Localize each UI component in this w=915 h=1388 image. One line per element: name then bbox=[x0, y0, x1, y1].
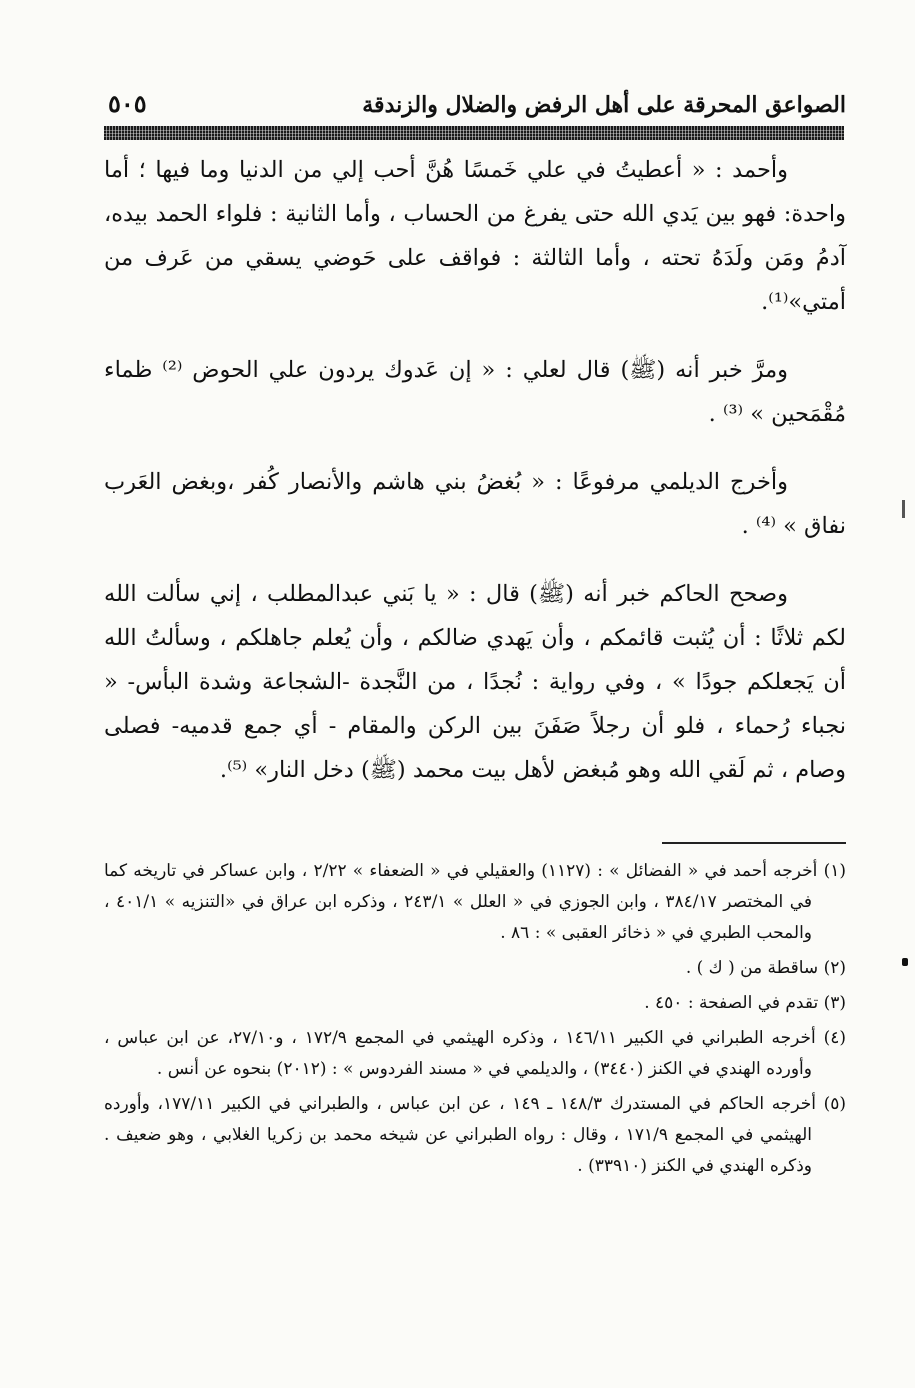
running-header bbox=[108, 78, 846, 118]
paragraph: وأحمد : « أعطيتُ في علي خَمسًا هُنَّ أحب إلي من الدنيا وما فيها ؛ أما واحدة: فهو بين يَدي الله حتى يفرغ من الحساب ، وأما الثانية : فلواء الحمد بيده، آدمُ ومَن ولَدَهُ تحته ، وأما الثالثة : فواقف على حَوضي يسقي من عَرف من أمتي»⁽¹⁾. bbox=[104, 157, 846, 315]
footnote-separator bbox=[662, 842, 846, 844]
scan-mark bbox=[902, 500, 905, 518]
footnote: (١) أخرجه أحمد في « الفضائل » : (١١٢٧) والعقيلي في « الضعفاء » ٢/٢٢ ، وابن عساكر في تاريخه كما في المختصر ٣٨٤/١٧ ، وابن الجوزي في « العلل » ٢٤٣/١ ، وذكره ابن عراق في «التنزيه » ٤٠١/١ ، والمحب الطبري في « ذخائر العقبى » : ٨٦ . bbox=[104, 861, 846, 943]
paragraph: وصحح الحاكم خبر أنه (ﷺ) قال : « يا بَني عبدالمطلب ، إني سألت الله لكم ثلاثًا : أن يُثبت قائمكم ، وأن يَهدي ضالكم ، وأن يُعلم جاهلكم ، وسألتُ الله أن يَجعلكم جودًا » ، وفي رواية : نُجدًا ، من النَّجدة -الشجاعة وشدة البأس- « نجباء رُحماء ، فلو أن رجلاً صَفَنَ بين الركن والمقام - أي جمع قدميه- فصلى وصام ، ثم لَقي الله وهو مُبغض لأهل بيت محمد (ﷺ) دخل النار» ⁽⁵⁾. bbox=[104, 581, 846, 783]
paragraph: وأخرج الديلمي مرفوعًا : « بُغضُ بني هاشم والأنصار كُفر ،وبغض العَرب نفاق » ⁽⁴⁾ . bbox=[104, 469, 846, 539]
scan-dot bbox=[902, 958, 908, 966]
page-number: ٥٠٥ bbox=[108, 89, 147, 118]
paragraph: ومرَّ خبر أنه (ﷺ) قال لعلي : « إن عَدوك يردون علي الحوض ⁽²⁾ ظماء مُقْمَحين » ⁽³⁾ . bbox=[104, 357, 846, 427]
footnote: (٥) أخرجه الحاكم في المستدرك ١٤٨/٣ ـ ١٤٩ ، عن ابن عباس ، والطبراني في الكبير ١٧٧/١١، وأورده الهيثمي في المجمع ١٧١/٩ ، وقال : رواه الطبراني عن شيخه محمد بن زكريا الغلابي ، وهو ضعيف . وذكره الهندي في الكنز (٣٣٩١٠) . bbox=[104, 1094, 846, 1176]
running-title: الصواعق المحرقة على أهل الرفض والضلال والزندقة bbox=[362, 92, 846, 118]
main-text bbox=[104, 148, 846, 792]
footnote: (٤) أخرجه الطبراني في الكبير ١٤٦/١١ ، وذكره الهيثمي في المجمع ١٧٢/٩ ، و٢٧/١٠، عن ابن عباس ، وأورده الهندي في الكنز (٣٤٤٠) ، والديلمي في « مسند الفردوس » : (٢٠١٢) بنحوه عن أنس . bbox=[104, 1028, 846, 1079]
header-rule bbox=[104, 126, 844, 140]
footnotes bbox=[104, 856, 846, 1186]
footnote: (٢) ساقطة من ( ك ) . bbox=[685, 958, 846, 978]
footnote: (٣) تقدم في الصفحة : ٤٥٠ . bbox=[644, 993, 846, 1013]
